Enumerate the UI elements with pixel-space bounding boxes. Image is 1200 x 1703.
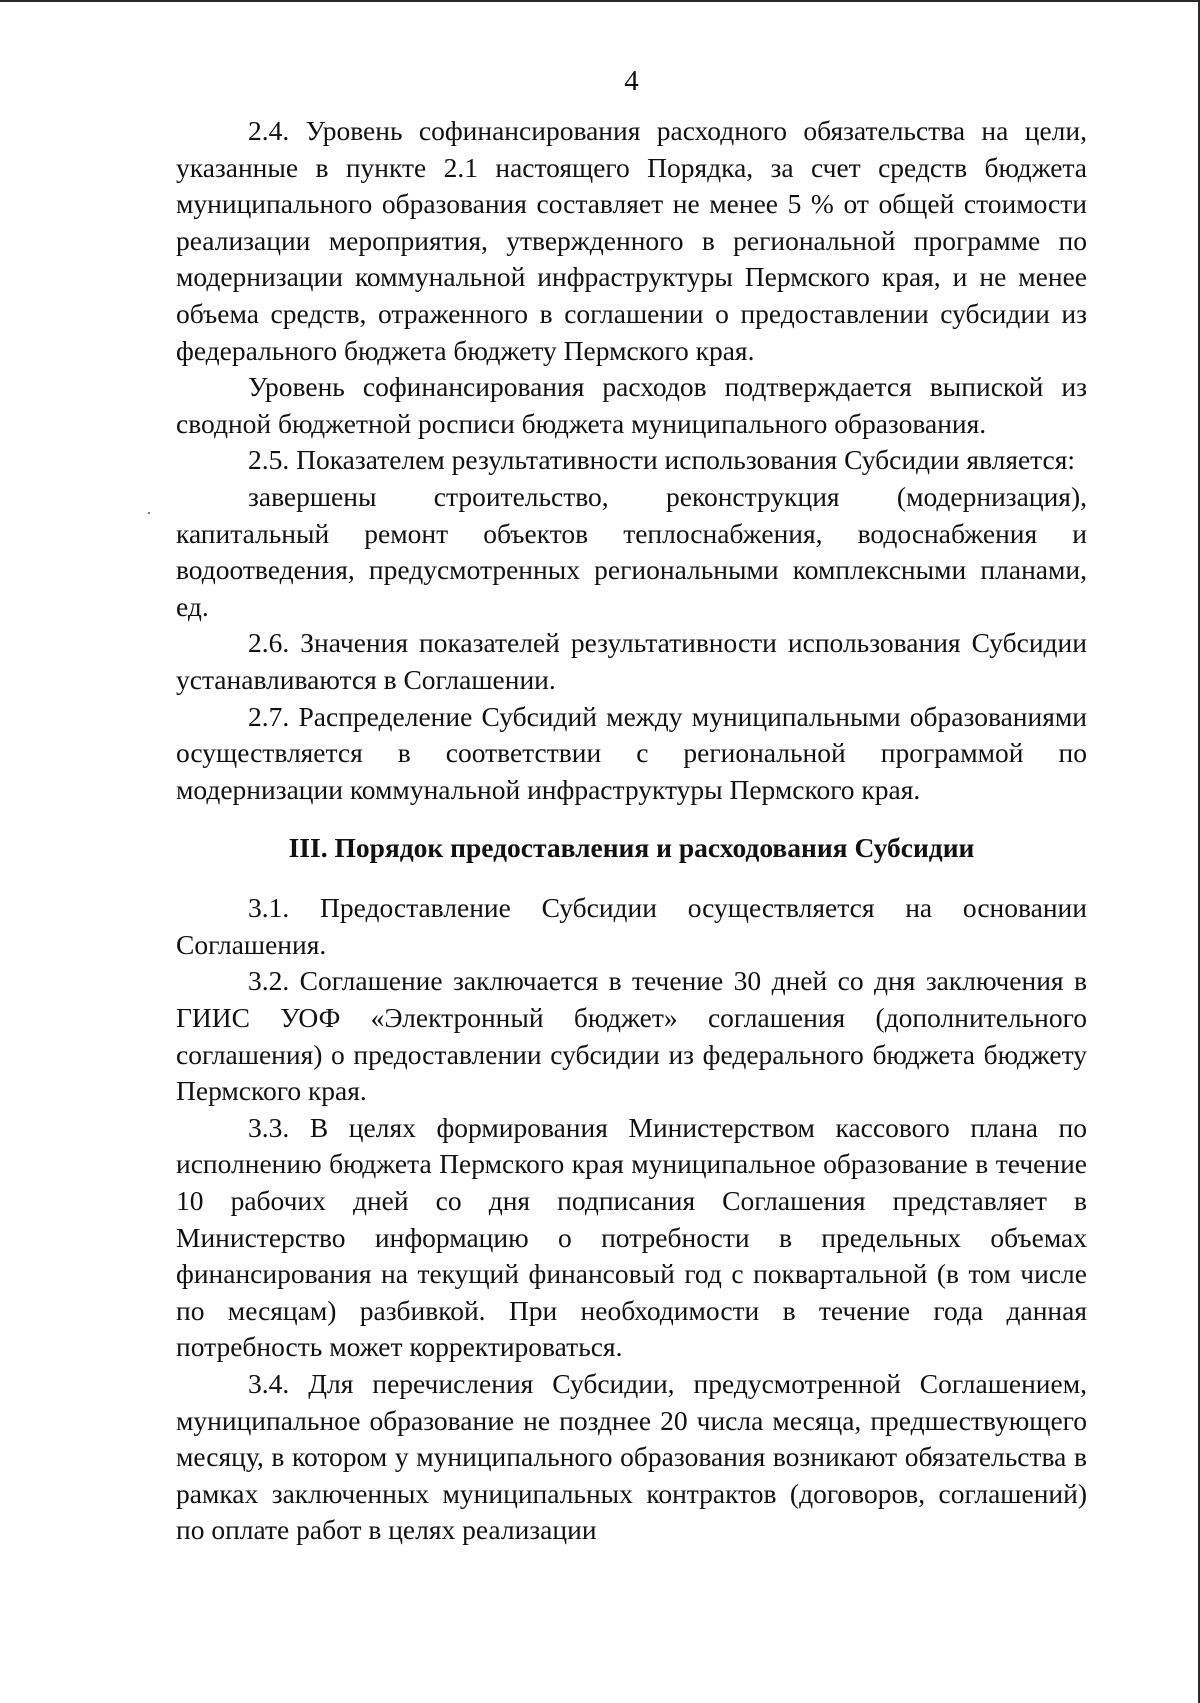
scan-border-top [0, 0, 1200, 2]
paragraph-3-1: 3.1. Предоставление Субсидии осуществляется на основании Соглашения. [176, 892, 1087, 960]
paragraph-2-7: 2.7. Распределение Субсидий между муниципальными образованиями осуществляется в соответствии с региональной программой по модернизации коммунальной инфраструктуры Пермского края. [176, 700, 1087, 805]
paragraph-indicator-definition: завершены строительство, реконструкция (модернизация), капитальный ремонт объектов теплоснабжения, водоснабжения и водоотведения, предусмотренных региональными комплексными планами, ед. [176, 480, 1087, 622]
paragraph-3-4: 3.4. Для перечисления Субсидии, предусмотренной Соглашением, муниципальное образование не позднее 20 числа месяца, предшествующего месяцу, в котором у муниципального образования возникают обязательства в рамках заключенных муниципальных контрактов (договоров, соглашений) по оплате работ в целях реализации [176, 1368, 1087, 1546]
page-number: 4 [624, 65, 639, 97]
paragraph-3-2: 3.2. Соглашение заключается в течение 30 дней со дня заключения в ГИИС УОФ «Электронный бюджет» соглашения (дополнительного соглашения) о предоставлении субсидии из федерального бюджета бюджету Пермского края. [176, 965, 1087, 1107]
scan-speck [148, 512, 150, 514]
document-page [176, 55, 1087, 1549]
paragraph-cofinancing-confirmation: Уровень софинансирования расходов подтверждается выпиской из сводной бюджетной росписи бюджета муниципального образования. [176, 371, 1087, 439]
paragraph-2-4: 2.4. Уровень софинансирования расходного обязательства на цели, указанные в пункте 2.1 настоящего Порядка, за счет средств бюджета муниципального образования составляет не менее 5 % от общей стоимости реализации мероприятия, утвержденного в региональной программе по модернизации коммунальной инфраструктуры Пермского края, и не менее объема средств, отраженного в соглашении о предоставлении субсидии из федерального бюджета бюджету Пермского края. [176, 115, 1087, 366]
paragraph-3-3: 3.3. В целях формирования Министерством кассового плана по исполнению бюджета Пермского края муниципальное образование в течение 10 рабочих дней со дня подписания Соглашения представляет в Министерство информацию о потребности в предельных объемах финансирования на текущий финансовый год с поквартальной (в том числе по месяцам) разбивкой. При необходимости в течение года данная потребность может корректироваться. [176, 1111, 1087, 1363]
section-heading-iii: III. Порядок предоставления и расходования Субсидии [288, 832, 975, 864]
paragraph-2-5: 2.5. Показателем результативности использования Субсидии является: [248, 444, 1076, 476]
paragraph-2-6: 2.6. Значения показателей результативности использования Субсидии устанавливаются в Соглашении. [176, 627, 1087, 695]
